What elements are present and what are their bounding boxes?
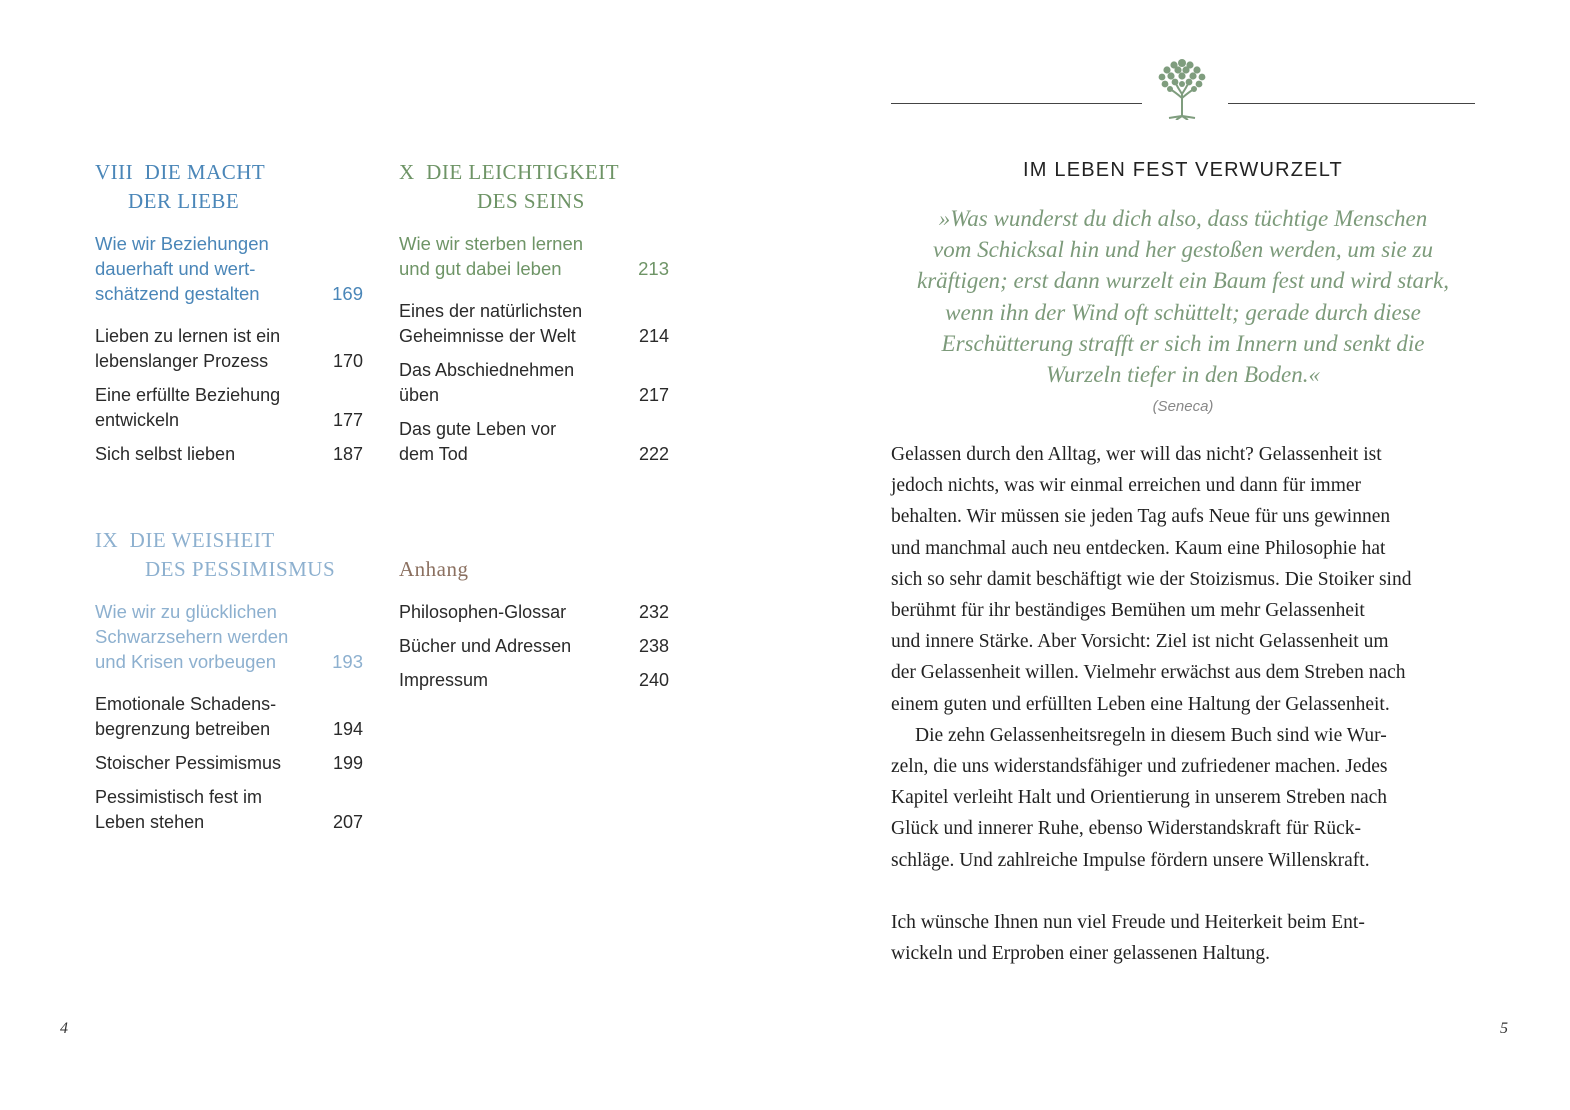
subtitle-line: und Krisen vorbeugen (95, 651, 277, 672)
text-line: Gelassen durch den Alltag, wer will das nicht? Gelassenheit ist (891, 444, 1382, 465)
toc-entry[interactable] (399, 668, 669, 693)
page-number: 207 (332, 812, 363, 832)
toc-entry[interactable] (95, 383, 363, 433)
toc-entry[interactable] (95, 692, 363, 742)
page-number: 199 (332, 753, 363, 773)
page-number: 170 (332, 351, 363, 371)
chapter-title-line2: DER LIEBE (128, 189, 240, 213)
chapter-numeral: IX (95, 528, 119, 552)
toc-chapter-ix (95, 526, 363, 835)
page-number: 240 (638, 670, 669, 690)
chapter-heading (95, 158, 363, 216)
entry-line: Das Abschiednehmen (399, 360, 575, 380)
chapter-numeral: X (399, 160, 415, 184)
page-number: 213 (638, 258, 669, 279)
chapter-title-line1: DIE WEISHEIT (129, 528, 275, 552)
entry-line: Das gute Leben vor (399, 419, 557, 439)
toc-entry[interactable] (95, 785, 363, 835)
entry-line: lebenslanger Prozess (95, 351, 269, 371)
page-number: 169 (332, 283, 363, 304)
text-line: behalten. Wir müssen sie jeden Tag aufs Neue für uns gewinnen (891, 506, 1391, 528)
entry-line: Impressum (399, 670, 489, 690)
quote-line: »Was wunderst du dich also, dass tüchtige Menschen (938, 206, 1428, 231)
body-text (891, 439, 1491, 969)
chapter-title-line1: DIE MACHT (144, 160, 266, 184)
page-number: 238 (638, 636, 669, 656)
text-line: der Gelassenheit willen. Vielmehr erwächst aus dem Streben nach (891, 662, 1406, 684)
paragraph (891, 439, 1491, 720)
page-number: 187 (332, 444, 363, 464)
chapter-title-line2: DES SEINS (477, 189, 585, 213)
tree-icon (1153, 54, 1211, 120)
quote-line: Wurzeln tiefer in den Boden.« (1045, 362, 1321, 388)
subtitle-line: Wie wir Beziehungen (95, 233, 269, 254)
subtitle-line: und gut dabei leben (399, 258, 562, 279)
entry-line: Lieben zu lernen ist ein (95, 326, 281, 346)
entry-line: Sich selbst lieben (95, 444, 236, 464)
toc-entry[interactable] (95, 324, 363, 374)
quote-line: Erschütterung strafft er sich im Innern und senkt die (941, 330, 1425, 356)
epigraph-quote (880, 203, 1486, 390)
entry-line: Emotionale Schadens- (95, 694, 277, 714)
chapter-heading (399, 158, 669, 216)
entry-line: dem Tod (399, 444, 468, 464)
entry-line: Leben stehen (95, 812, 205, 832)
chapter-numeral: VIII (95, 160, 134, 184)
page-number: 232 (638, 602, 669, 622)
text-line: berühmt für ihr beständiges Bemühen um mehr Gelassenheit (891, 600, 1365, 622)
subtitle-line: schätzend gestalten (95, 283, 260, 304)
quote-line: vom Schicksal hin und her gestoßen werden, um sie zu (933, 237, 1433, 263)
page-number: 214 (638, 326, 669, 346)
chapter-subtitle[interactable] (95, 231, 363, 306)
subtitle-line: Wie wir zu glücklichen (95, 601, 277, 622)
toc-entry[interactable] (95, 442, 363, 467)
toc-appendix (399, 555, 669, 693)
ornament-rule-left (891, 103, 1142, 104)
page-number: 194 (332, 719, 363, 739)
toc-entry[interactable] (399, 600, 669, 625)
page-number: 193 (332, 651, 363, 672)
entry-line: Bücher und Adressen (399, 636, 572, 656)
text-line: wickeln und Erproben einer gelassenen Haltung. (891, 943, 1271, 965)
toc-chapter-viii (95, 158, 363, 467)
text-line: und innere Stärke. Aber Vorsicht: Ziel ist nicht Gelassenheit um (891, 631, 1389, 653)
paragraph (891, 720, 1491, 876)
text-line: und manchmal auch neu entdecken. Kaum eine Philosophie hat (891, 537, 1386, 559)
page-number: 222 (638, 444, 669, 464)
chapter-subtitle[interactable] (399, 231, 669, 281)
entry-line: Pessimistisch fest im (95, 787, 263, 807)
page-folio-left: 4 (60, 1020, 68, 1037)
ornament-rule-right (1228, 103, 1475, 104)
chapter-title-line2: DES PESSIMISMUS (145, 557, 336, 581)
entry-line: entwickeln (95, 410, 180, 430)
toc-entry[interactable] (95, 751, 363, 776)
chapter-heading (95, 526, 363, 584)
section-title: IM LEBEN FEST VERWURZELT (1023, 159, 1343, 181)
toc-entry[interactable] (399, 358, 669, 408)
quote-line: wenn ihn der Wind oft schüttelt; gerade durch diese (945, 299, 1421, 325)
text-line: Glück und innerer Ruhe, ebenso Widerstandskraft für Rück- (891, 818, 1361, 840)
text-line: schläge. Und zahlreiche Impulse fördern unsere Willenskraft. (891, 849, 1370, 871)
chapter-subtitle[interactable] (95, 599, 363, 674)
text-line: zeln, die uns widerstandsfähiger und zufriedener machen. Jedes (891, 756, 1388, 778)
subtitle-line: Schwarzsehern werden (95, 626, 289, 647)
text-line: Ich wünsche Ihnen nun viel Freude und Heiterkeit beim Ent- (891, 911, 1365, 933)
entry-line: begrenzung betreiben (95, 719, 271, 739)
entry-line: Geheimnisse der Welt (399, 326, 576, 346)
entry-line: Eines der natürlichsten (399, 301, 583, 321)
chapter-title-line1: DIE LEICHTIGKEIT (426, 160, 620, 184)
toc-entry[interactable] (399, 634, 669, 659)
text-line: einem guten und erfüllten Leben eine Haltung der Gelassenheit. (891, 693, 1390, 715)
toc-entry[interactable] (399, 299, 669, 349)
toc-entry[interactable] (399, 417, 669, 467)
entry-line: üben (399, 385, 440, 405)
toc-chapter-x (399, 158, 669, 467)
page-number: 217 (638, 385, 669, 405)
page-folio-right: 5 (1500, 1020, 1508, 1037)
text-line: Kapitel verleiht Halt und Orientierung in unserem Streben nach (891, 787, 1388, 809)
quote-source: (Seneca) (1152, 398, 1214, 415)
entry-line: Eine erfüllte Beziehung (95, 385, 281, 405)
text-line: sich so sehr damit beschäftigt wie der Stoizismus. Die Stoiker sind (891, 568, 1412, 590)
page-number: 177 (332, 410, 363, 430)
text-line: Die zehn Gelassenheitsregeln in diesem Buch sind wie Wur- (915, 724, 1387, 746)
text-line: jedoch nichts, was wir einmal erreichen und dann für immer (891, 475, 1362, 497)
entry-line: Stoischer Pessimismus (95, 753, 282, 773)
subtitle-line: dauerhaft und wert- (95, 258, 256, 279)
subtitle-line: Wie wir sterben lernen (399, 233, 584, 254)
paragraph (891, 907, 1491, 969)
quote-line: kräftigen; erst dann wurzelt ein Baum fest und wird stark, (917, 268, 1449, 294)
entry-line: Philosophen-Glossar (399, 602, 567, 622)
appendix-heading: Anhang (399, 557, 469, 581)
